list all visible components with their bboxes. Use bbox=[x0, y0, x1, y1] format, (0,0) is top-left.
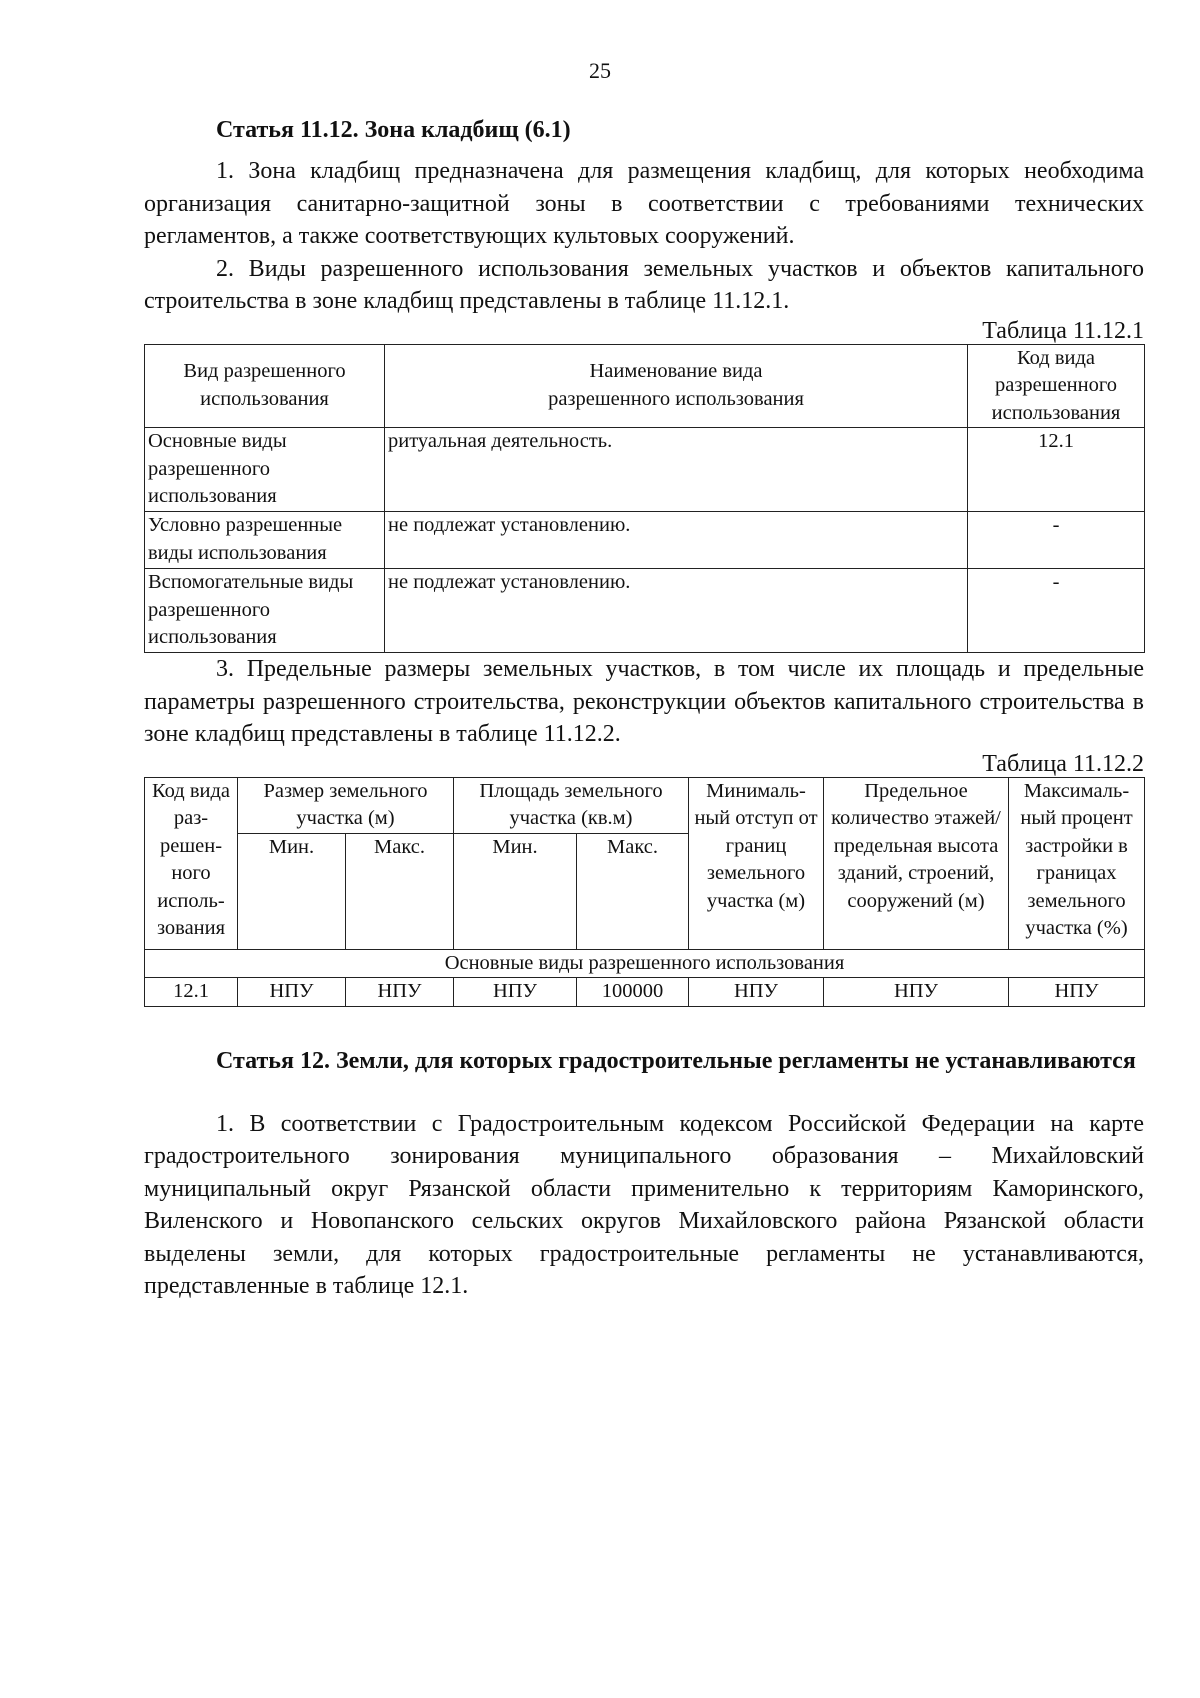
header-plot-size-max: Макс. bbox=[346, 833, 454, 949]
table-11-12-2 bbox=[144, 777, 1145, 1007]
table-11-12-1-caption: Таблица 11.12.1 bbox=[982, 317, 1144, 344]
header-plot-size: Размер земельного участка (м) bbox=[238, 777, 454, 833]
header-max-coverage: Максималь-ный процент застройки в границах земельного участка (%) bbox=[1009, 777, 1145, 949]
page-content bbox=[144, 114, 1144, 1303]
table-11-12-2-caption: Таблица 11.12.2 bbox=[982, 750, 1144, 777]
table-11-12-1 bbox=[144, 344, 1145, 654]
header-use-code: Код вида разрешенного использования bbox=[968, 344, 1145, 428]
table-header-row bbox=[145, 344, 1145, 428]
cell-code: 12.1 bbox=[145, 978, 238, 1007]
cell-max-coverage: НПУ bbox=[1009, 978, 1145, 1007]
page-number: 25 bbox=[589, 58, 611, 83]
row-name: не подлежат установлению. bbox=[385, 569, 968, 653]
row-name: ритуальная деятельность. bbox=[385, 428, 968, 512]
row-name: не подлежат установлению. bbox=[385, 512, 968, 569]
header-plot-area-max: Макс. bbox=[577, 833, 689, 949]
cell-plot-size-max: НПУ bbox=[346, 978, 454, 1007]
cell-max-floors: НПУ bbox=[824, 978, 1009, 1007]
article-12-title: Статья 12. Земли, для которых градостроительные регламенты не устанавливаются bbox=[216, 1047, 1136, 1074]
article-11-12-paragraph-1: 1. Зона кладбищ предназначена для размещения кладбищ, для которых необходима организация санитарно-защитной зоны в соответствии с требованиями технических регламентов, а также соответствующих культовых сооружений. bbox=[144, 158, 1144, 249]
header-plot-area: Площадь земельного участка (кв.м) bbox=[454, 777, 689, 833]
table-header-row bbox=[145, 777, 1145, 833]
header-use-name-line1: Наименование вида bbox=[589, 360, 763, 383]
table-row bbox=[145, 978, 1145, 1007]
header-use-code: Код вида раз-решен-ного исполь-зования bbox=[145, 777, 238, 949]
header-max-floors: Предельное количество этажей/ предельная высота зданий, строений, сооружений (м) bbox=[824, 777, 1009, 949]
article-11-12-paragraph-2: 2. Виды разрешенного использования земельных участков и объектов капитального строительства в зоне кладбищ представлены в таблице 11.12.1. bbox=[144, 255, 1144, 314]
article-11-12-title: Статья 11.12. Зона кладбищ (6.1) bbox=[216, 117, 571, 143]
article-12-paragraph-1: 1. В соответствии с Градостроительным кодексом Российской Федерации на карте градостроительного зонирования муниципального образования – Михайловский муниципальный округ Рязанской области применительно к территориям Каморинского, Виленского и Новопанского сельских округов Михайловского района Рязанской области выделены земли, для которых градостроительные регламенты не устанавливаются, представленные в таблице 12.1. bbox=[144, 1110, 1144, 1299]
cell-plot-size-min: НПУ bbox=[238, 978, 346, 1007]
row-type: Основные виды разрешенного использования bbox=[145, 428, 385, 512]
row-code: - bbox=[968, 569, 1145, 653]
table-section-row bbox=[145, 949, 1145, 978]
cell-min-setback: НПУ bbox=[689, 978, 824, 1007]
cell-plot-area-min: НПУ bbox=[454, 978, 577, 1007]
table-row bbox=[145, 569, 1145, 653]
row-code: - bbox=[968, 512, 1145, 569]
header-permitted-use-type: Вид разрешенного использования bbox=[145, 344, 385, 428]
table-row bbox=[145, 512, 1145, 569]
header-use-name-line2: разрешенного использования bbox=[548, 387, 804, 410]
row-code: 12.1 bbox=[968, 428, 1145, 512]
row-type: Условно разрешенные виды использования bbox=[145, 512, 385, 569]
cell-plot-area-max: 100000 bbox=[577, 978, 689, 1007]
article-11-12-paragraph-3: 3. Предельные размеры земельных участков, в том числе их площадь и предельные параметры разрешенного строительства, реконструкции объектов капитального строительства в зоне кладбищ представлены в таблице 11.12.2. bbox=[144, 656, 1144, 747]
header-plot-area-min: Мин. bbox=[454, 833, 577, 949]
row-type: Вспомогательные виды разрешенного использования bbox=[145, 569, 385, 653]
header-min-setback: Минималь-ный отступ от границ земельного участка (м) bbox=[689, 777, 824, 949]
header-use-name bbox=[385, 344, 968, 428]
header-plot-size-min: Мин. bbox=[238, 833, 346, 949]
section-label: Основные виды разрешенного использования bbox=[145, 949, 1145, 978]
table-row bbox=[145, 428, 1145, 512]
